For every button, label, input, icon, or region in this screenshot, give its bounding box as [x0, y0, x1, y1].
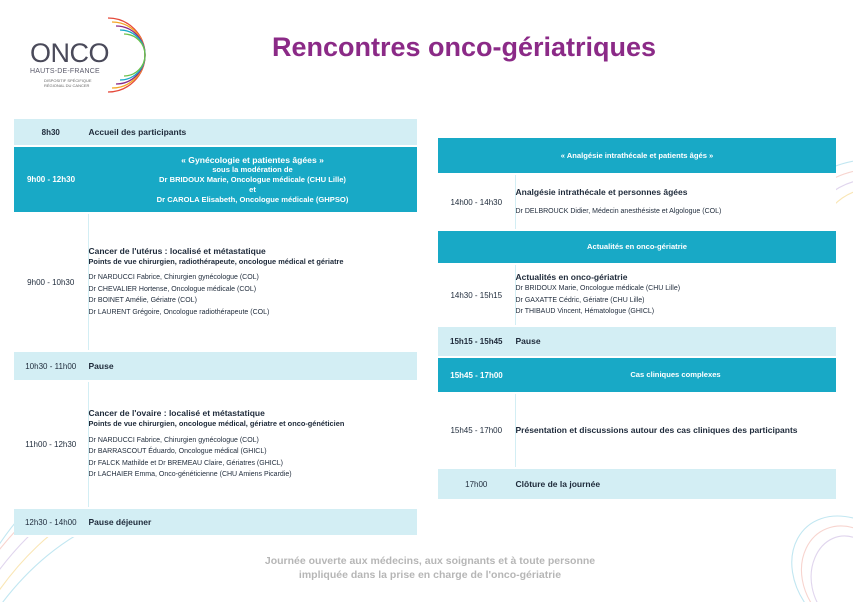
speaker-name: Dr NARDUCCI Fabrice, Chirurgien gynécologue (COL)	[88, 274, 259, 282]
footer-line: Journée ouverte aux médecins, aux soignants et à toute personne	[264, 555, 596, 567]
row-title: Présentation et discussions autour des cas cliniques des participants	[515, 425, 798, 435]
row-title: Cancer de l'ovaire : localisé et métastatique	[88, 408, 265, 419]
session-header-row	[438, 357, 836, 393]
speaker-name: Dr NARDUCCI Fabrice, Chirurgien gynécologue (COL)	[88, 436, 259, 444]
logo-region: HAUTS-DE-FRANCE	[30, 68, 100, 75]
row-title: Pause déjeuner	[88, 516, 152, 527]
schedule-row	[438, 468, 836, 500]
schedule-row	[14, 381, 417, 508]
row-time: 12h30 - 14h00	[14, 508, 88, 536]
moderation-and: et	[249, 184, 256, 194]
speaker-name: Dr GAXATTE Cédric, Gériatre (CHU Lille)	[515, 296, 645, 304]
schedule-row	[14, 119, 417, 146]
row-title: Analgésie intrathécale et personnes âgées	[515, 186, 688, 197]
moderator-name: Dr CAROLA Elisabeth, Oncologue médicale (GHPSO)	[156, 194, 349, 204]
row-time: 14h00 - 14h30	[438, 174, 515, 230]
row-subtitle: Points de vue chirurgien, oncologue médical, gériatre et onco-généticien	[88, 419, 345, 429]
logo-wordmark: ONCO	[30, 38, 109, 68]
row-time: 10h30 - 11h00	[14, 351, 88, 381]
schedule-morning	[14, 119, 417, 537]
speaker-name: Dr BARRASCOUT Éduardo, Oncologue médical (GHICL)	[88, 448, 267, 456]
speaker-name: Dr LAURENT Grégoire, Oncologue radiothérapeute (COL)	[88, 308, 270, 316]
moderator-name: Dr BRIDOUX Marie, Oncologue médicale (CHU Lille)	[159, 174, 346, 184]
speaker-name: Dr BRIDOUX Marie, Oncologue médicale (CHU Lille)	[515, 285, 681, 293]
schedule-row	[438, 264, 836, 326]
session-heading: « Analgésie intrathécale et patients âgés »	[438, 138, 836, 174]
schedule-row	[438, 393, 836, 468]
speaker-name: Dr DELBROUCK Didier, Médecin anesthésiste et Algologue (COL)	[515, 207, 722, 215]
row-title: Pause	[515, 336, 541, 346]
row-time: 11h00 - 12h30	[14, 381, 88, 508]
row-title: Pause	[88, 360, 114, 371]
session-heading: Cas cliniques complexes	[515, 357, 836, 393]
schedule-row	[14, 213, 417, 351]
row-time: 17h00	[438, 468, 515, 500]
speaker-name: Dr BOINET Amélie, Gériatre (COL)	[88, 297, 197, 305]
row-time: 8h30	[14, 119, 88, 146]
schedule-afternoon	[438, 138, 836, 501]
schedule-row	[14, 351, 417, 381]
row-subtitle: Points de vue chirurgien, radiothérapeute, oncologue médical et gériatre	[88, 256, 344, 266]
row-time: 14h30 - 15h15	[438, 264, 515, 326]
schedule-row	[14, 508, 417, 536]
row-title: Actualités en onco-gériatrie	[515, 272, 628, 283]
schedule-row	[438, 326, 836, 357]
row-time: 15h15 - 15h45	[438, 326, 515, 357]
row-time: 9h00 - 10h30	[14, 213, 88, 351]
row-title: Cancer de l'utérus : localisé et métastatique	[88, 245, 266, 256]
row-title: Clôture de la journée	[515, 478, 601, 489]
session-heading: Actualités en onco-gériatrie	[438, 230, 836, 264]
onco-logo	[8, 10, 148, 100]
session-heading: « Gynécologie et patientes âgées »	[181, 154, 324, 165]
row-time: 9h00 - 12h30	[14, 146, 88, 213]
session-header-row	[438, 230, 836, 264]
row-time: 15h45 - 17h00	[438, 393, 515, 468]
footer-note	[200, 554, 660, 582]
row-title: Accueil des participants	[88, 126, 187, 137]
logo-tagline: DISPOSITIF SPÉCIFIQUE RÉGIONAL DU CANCER	[44, 78, 92, 88]
row-time: 15h45 - 17h00	[438, 357, 515, 393]
session-header-row	[14, 146, 417, 213]
speaker-name: Dr FALCK Mathilde et Dr BREMEAU Claire, Gériatres (GHICL)	[88, 459, 283, 467]
footer-line: impliquée dans la prise en charge de l'onco-gériatrie	[298, 569, 562, 581]
page-title: Rencontres onco-gériatriques	[272, 32, 657, 62]
moderation-label: sous la modération de	[212, 164, 293, 174]
speaker-name: Dr THIBAUD Vincent, Hématologue (GHICL)	[515, 308, 655, 316]
speaker-name: Dr LACHAIER Emma, Onco-généticienne (CHU Amiens Picardie)	[88, 471, 292, 479]
schedule-row	[438, 174, 836, 230]
session-block	[94, 155, 411, 205]
session-header-row	[438, 138, 836, 174]
speaker-name: Dr CHEVALIER Hortense, Oncologue médicale (COL)	[88, 285, 257, 293]
